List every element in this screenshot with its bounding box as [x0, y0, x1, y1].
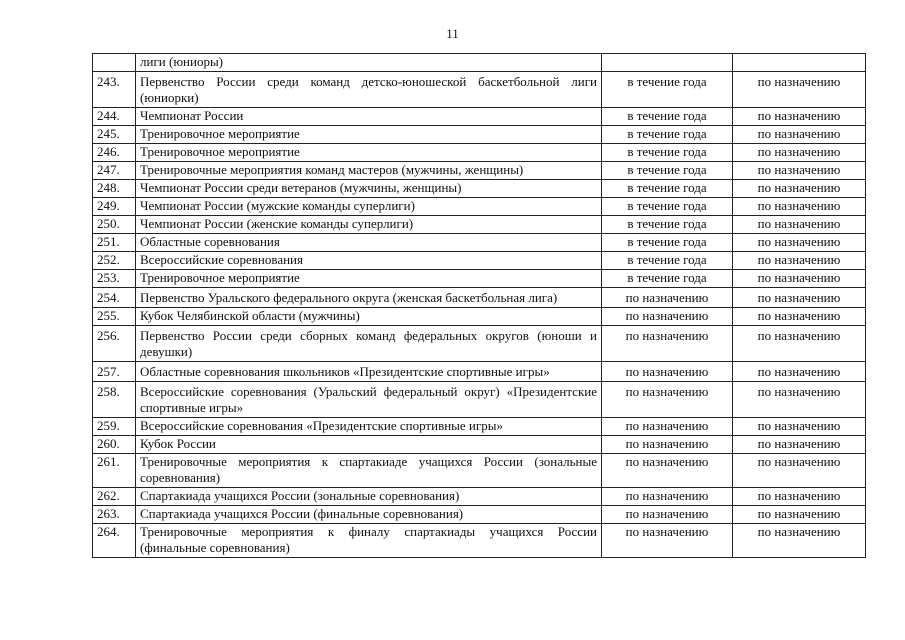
event-date: по назначению [602, 308, 733, 326]
table-row [93, 308, 866, 326]
event-date: по назначению [602, 506, 733, 524]
row-number: 247. [93, 162, 136, 180]
table-row [93, 488, 866, 506]
event-date: в течение года [602, 198, 733, 216]
event-name: Спартакиада учащихся России (зональные соревнования) [136, 488, 602, 506]
row-number: 249. [93, 198, 136, 216]
row-number: 254. [93, 288, 136, 308]
event-place: по назначению [733, 454, 866, 488]
event-date [602, 54, 733, 72]
row-number: 258. [93, 382, 136, 418]
event-date: в течение года [602, 234, 733, 252]
event-date: в течение года [602, 162, 733, 180]
event-date: по назначению [602, 488, 733, 506]
event-place: по назначению [733, 418, 866, 436]
event-date: по назначению [602, 362, 733, 382]
event-place: по назначению [733, 362, 866, 382]
event-place: по назначению [733, 308, 866, 326]
row-number [93, 54, 136, 72]
row-number: 248. [93, 180, 136, 198]
event-date: по назначению [602, 326, 733, 362]
table-row [93, 144, 866, 162]
row-number: 253. [93, 270, 136, 288]
event-place: по назначению [733, 524, 866, 558]
table-row [93, 162, 866, 180]
events-table-body [93, 54, 866, 558]
event-date: в течение года [602, 126, 733, 144]
event-place: по назначению [733, 488, 866, 506]
row-number: 260. [93, 436, 136, 454]
table-row [93, 418, 866, 436]
table-row [93, 454, 866, 488]
event-date: в течение года [602, 144, 733, 162]
table-row [93, 108, 866, 126]
row-number: 244. [93, 108, 136, 126]
table-row [93, 326, 866, 362]
event-name: Чемпионат России [136, 108, 602, 126]
event-place: по назначению [733, 326, 866, 362]
row-number: 251. [93, 234, 136, 252]
event-name: Чемпионат России (женские команды суперлиги) [136, 216, 602, 234]
row-number: 257. [93, 362, 136, 382]
row-number: 263. [93, 506, 136, 524]
event-name: Тренировочное мероприятие [136, 270, 602, 288]
event-date: по назначению [602, 436, 733, 454]
table-row [93, 288, 866, 308]
event-place: по назначению [733, 126, 866, 144]
event-place: по назначению [733, 180, 866, 198]
page-number: 11 [446, 26, 459, 41]
table-row [93, 506, 866, 524]
table-row [93, 524, 866, 558]
table-row [93, 180, 866, 198]
row-number: 264. [93, 524, 136, 558]
event-place: по назначению [733, 382, 866, 418]
event-name: Первенство России среди сборных команд федеральных округов (юноши и девушки) [136, 326, 602, 362]
event-place: по назначению [733, 234, 866, 252]
event-place: по назначению [733, 270, 866, 288]
event-place: по назначению [733, 216, 866, 234]
event-place: по назначению [733, 144, 866, 162]
table-row [93, 382, 866, 418]
event-name: Областные соревнования [136, 234, 602, 252]
event-date: в течение года [602, 270, 733, 288]
event-name: Спартакиада учащихся России (финальные соревнования) [136, 506, 602, 524]
event-date: в течение года [602, 108, 733, 126]
event-name: Тренировочные мероприятия команд мастеров (мужчины, женщины) [136, 162, 602, 180]
table-row [93, 362, 866, 382]
event-place: по назначению [733, 252, 866, 270]
row-number: 246. [93, 144, 136, 162]
event-name: Кубок России [136, 436, 602, 454]
event-place: по назначению [733, 72, 866, 108]
event-name: Чемпионат России среди ветеранов (мужчины, женщины) [136, 180, 602, 198]
table-row [93, 216, 866, 234]
event-date: в течение года [602, 180, 733, 198]
row-number: 259. [93, 418, 136, 436]
row-number: 250. [93, 216, 136, 234]
table-row [93, 234, 866, 252]
event-name: Всероссийские соревнования (Уральский федеральный округ) «Президентские спортивные игры» [136, 382, 602, 418]
event-date: по назначению [602, 454, 733, 488]
event-date: в течение года [602, 72, 733, 108]
table-row [93, 270, 866, 288]
event-date: в течение года [602, 216, 733, 234]
event-date: в течение года [602, 252, 733, 270]
event-place: по назначению [733, 288, 866, 308]
event-name: Кубок Челябинской области (мужчины) [136, 308, 602, 326]
events-table [92, 53, 866, 558]
table-row-continuation [93, 54, 866, 72]
row-number: 243. [93, 72, 136, 108]
event-place [733, 54, 866, 72]
event-place: по назначению [733, 198, 866, 216]
event-name: Всероссийские соревнования [136, 252, 602, 270]
event-name: Областные соревнования школьников «Президентские спортивные игры» [136, 362, 602, 382]
row-number: 261. [93, 454, 136, 488]
event-place: по назначению [733, 436, 866, 454]
event-date: по назначению [602, 418, 733, 436]
table-row [93, 126, 866, 144]
event-name: Тренировочное мероприятие [136, 144, 602, 162]
table-row [93, 252, 866, 270]
row-number: 245. [93, 126, 136, 144]
event-name: Первенство России среди команд детско-юношеской баскетбольной лиги (юниорки) [136, 72, 602, 108]
table-row [93, 72, 866, 108]
event-place: по назначению [733, 506, 866, 524]
row-number: 262. [93, 488, 136, 506]
event-place: по назначению [733, 108, 866, 126]
row-number: 252. [93, 252, 136, 270]
table-row [93, 198, 866, 216]
event-name: лиги (юниоры) [136, 54, 602, 72]
table-row [93, 436, 866, 454]
event-date: по назначению [602, 382, 733, 418]
event-name: Тренировочные мероприятия к финалу спартакиады учащихся России (финальные соревнования) [136, 524, 602, 558]
event-date: по назначению [602, 288, 733, 308]
event-name: Тренировочные мероприятия к спартакиаде учащихся России (зональные соревнования) [136, 454, 602, 488]
row-number: 255. [93, 308, 136, 326]
event-name: Тренировочное мероприятие [136, 126, 602, 144]
event-place: по назначению [733, 162, 866, 180]
event-date: по назначению [602, 524, 733, 558]
row-number: 256. [93, 326, 136, 362]
event-name: Первенство Уральского федерального округа (женская баскетбольная лига) [136, 288, 602, 308]
event-name: Всероссийские соревнования «Президентские спортивные игры» [136, 418, 602, 436]
event-name: Чемпионат России (мужские команды суперлиги) [136, 198, 602, 216]
